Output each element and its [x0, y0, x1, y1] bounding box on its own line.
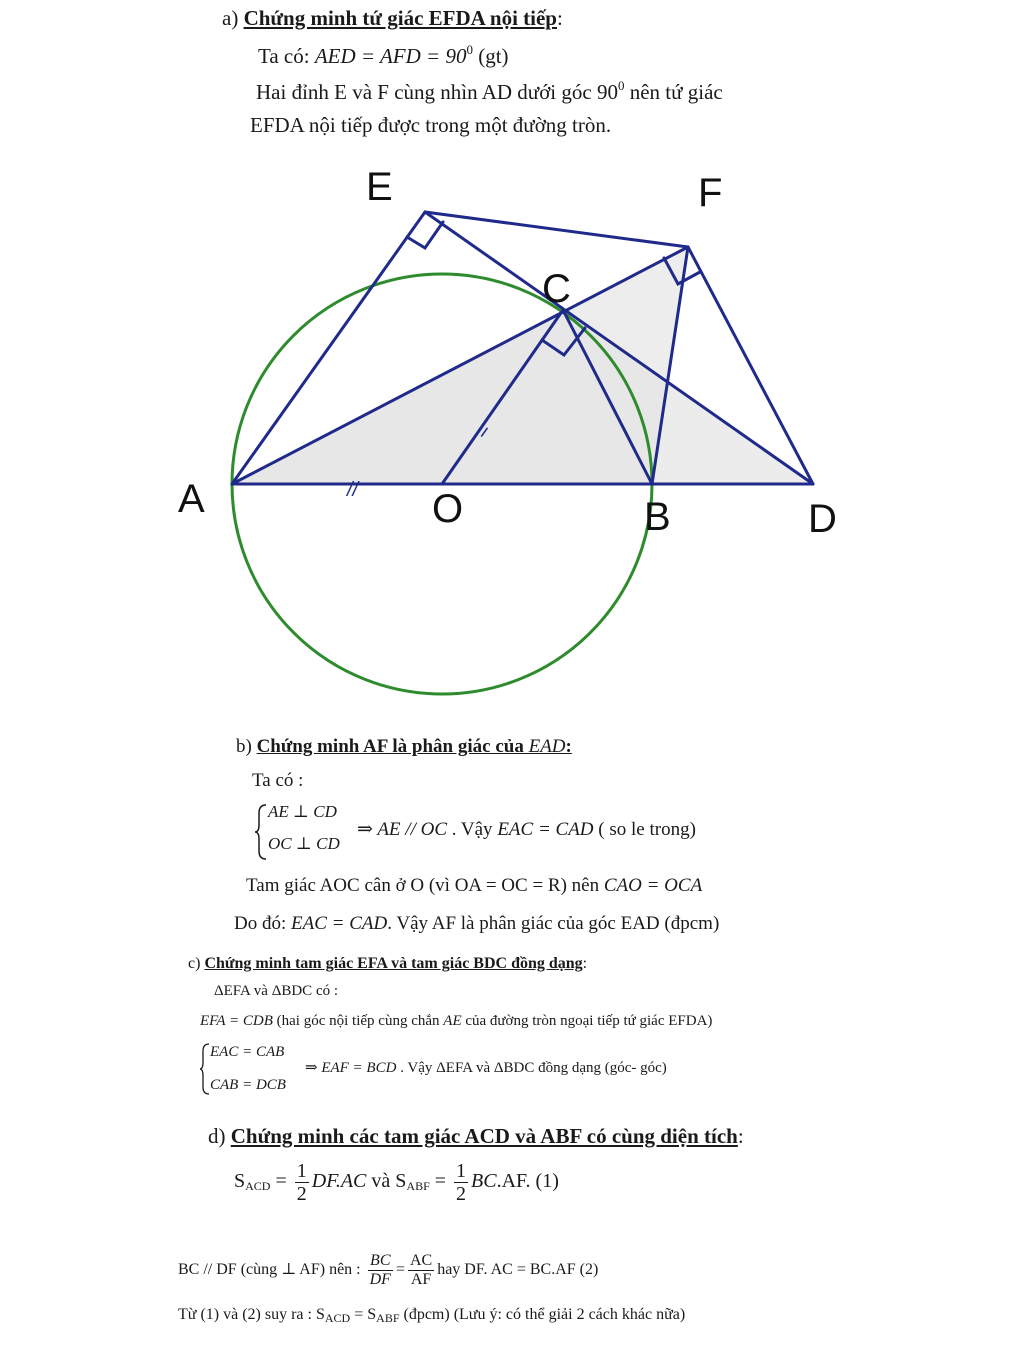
half-fraction-1: $\frac{1}{2}$ — [296, 1160, 307, 1205]
tick-mark-oc: = — [467, 417, 496, 443]
part-a-reason-line1 — [256, 78, 723, 105]
s-abf-sub: ABF — [406, 1179, 430, 1194]
eq1-text: (hai góc nội tiếp cùng chắn — [272, 1013, 444, 1029]
ratio-bc-df: $\frac{BC}{DF}$ — [369, 1252, 391, 1288]
part-b-conclusion — [234, 913, 719, 935]
part-b-system-line1: AE ⊥ CD — [268, 802, 337, 821]
part-b-implies: ⇒ AE // OC — [357, 819, 447, 840]
part-b-heading-angle: EAD — [528, 736, 566, 757]
point-label-a: A — [178, 477, 205, 521]
given-degree: 0 — [466, 42, 473, 57]
given-math: AED = AFD = 90 — [314, 44, 467, 68]
eq1-text-post: của đường tròn ngoại tiếp tứ giác EFDA) — [461, 1013, 713, 1029]
part-b-ta-co: Ta có : — [252, 770, 304, 791]
part-b-system-line2: OC ⊥ CD — [268, 834, 340, 853]
bc-af-tail: .AF. (1) — [496, 1170, 559, 1193]
triangle-text: Tam giác AOC cân ở O (vì OA = OC = R) nên — [246, 875, 604, 896]
ratio-ac-af: $\frac{AC}{AF}$ — [409, 1252, 433, 1288]
part-c-label: c) — [188, 955, 201, 972]
part-c-heading: Chứng minh tam giác EFA và tam giác BDC đồng dạng — [204, 955, 583, 972]
part-a-reason-line2: EFDA nội tiếp được trong một đường tròn. — [250, 113, 612, 137]
final-post: (đpcm) (Lưu ý: có thể giải 2 cách khác nữa) — [399, 1306, 686, 1323]
s-acd-sub: ACD — [245, 1179, 271, 1194]
part-d-colon: : — [737, 1124, 744, 1148]
part-c-heading-line — [188, 955, 587, 973]
part-d-area-formulas — [234, 1160, 559, 1205]
final-text: Từ (1) và (2) suy ra : — [178, 1306, 316, 1323]
part-c-eq1 — [200, 1013, 712, 1030]
part-b-triangle-line — [246, 875, 702, 897]
s-abf: S — [395, 1170, 407, 1193]
part-b-vay: . Vậy — [447, 819, 498, 840]
part-b-heading-colon: : — [565, 736, 572, 757]
part-c-system-line2: CAB = DCB — [210, 1077, 286, 1093]
part-c-system-line1: EAC = CAB — [210, 1044, 285, 1060]
eq-sign-2: = — [429, 1170, 452, 1193]
part-c-conclusion: . Vậy ΔEFA và ΔBDC đồng dạng (góc- góc) — [396, 1060, 667, 1076]
final-s2: S — [367, 1306, 377, 1323]
parallel-text: BC // DF (cùng ⊥ AF) nên : — [178, 1260, 365, 1278]
part-d-final-line — [178, 1306, 685, 1326]
part-c-colon: : — [582, 955, 588, 972]
part-a-given — [258, 42, 509, 69]
dodo-post: . Vậy AF là phân giác của góc EAD (đpcm) — [387, 913, 720, 934]
part-b-vay-math: EAC = CAD — [497, 819, 594, 840]
point-label-o: O — [432, 487, 464, 531]
reason-line1-post: nên tứ giác — [624, 80, 723, 104]
point-label-b: B — [644, 495, 671, 539]
part-d-parallel-line — [178, 1252, 598, 1288]
s-acd: S — [234, 1170, 246, 1193]
eq-sign-1: = — [270, 1170, 292, 1193]
part-b-implication — [357, 818, 696, 841]
segment-ef — [425, 212, 688, 247]
part-a-label: a) — [222, 6, 239, 30]
dodo-math: EAC = CAD — [291, 913, 388, 934]
final-s2-sub: ABF — [376, 1311, 400, 1325]
df-ac: DF.AC — [311, 1170, 367, 1193]
eq1-arc: AE — [443, 1013, 462, 1029]
part-a-heading: Chứng minh tứ giác EFDA nội tiếp — [243, 6, 557, 30]
given-prefix: Ta có: — [258, 44, 315, 68]
part-a-heading-line — [222, 6, 563, 31]
part-c-intro: ΔEFA và ΔBDC có : — [214, 983, 339, 999]
part-b-label: b) — [236, 736, 252, 757]
part-c-implication — [305, 1058, 667, 1077]
right-angle-e — [407, 222, 443, 248]
point-label-d: D — [808, 497, 837, 541]
eq1-math: EFA = CDB — [200, 1013, 273, 1029]
triangle-math: CAO = OCA — [603, 875, 703, 896]
part-b-system-brace — [254, 803, 268, 861]
point-label-f: F — [698, 171, 723, 215]
parallel-post: hay DF. AC = BC.AF (2) — [437, 1260, 599, 1278]
half-fraction-2: $\frac{1}{2}$ — [456, 1160, 467, 1205]
part-b-heading-line — [236, 736, 572, 758]
va-text: và — [366, 1170, 396, 1193]
point-label-e: E — [366, 165, 393, 209]
bc-af: BC — [471, 1170, 497, 1193]
part-d-heading-line — [208, 1124, 744, 1149]
dodo-text: Do đó: — [234, 913, 291, 934]
point-label-c: C — [542, 267, 571, 311]
ratio-eq: = — [395, 1260, 405, 1278]
part-b-heading: Chứng minh AF là phân giác của — [256, 736, 529, 757]
reason-degree: 0 — [617, 78, 625, 93]
final-s1: S — [315, 1306, 325, 1323]
part-d-heading: Chứng minh các tam giác ACD và ABF có cùng diện tích — [230, 1124, 738, 1148]
given-suffix: (gt) — [472, 44, 509, 68]
reason-line1-text: Hai đỉnh E và F cùng nhìn AD dưới góc 90 — [256, 80, 618, 104]
part-a-colon: : — [557, 6, 563, 30]
part-c-implies: ⇒ EAF = BCD — [305, 1060, 397, 1076]
final-s1-sub: ACD — [324, 1311, 351, 1325]
geometry-figure — [0, 150, 1024, 710]
tick-mark-ao: // — [347, 479, 359, 501]
part-d-label: d) — [208, 1124, 226, 1148]
part-b-vay-post: ( so le trong) — [593, 819, 696, 840]
final-eq: = — [350, 1306, 368, 1323]
